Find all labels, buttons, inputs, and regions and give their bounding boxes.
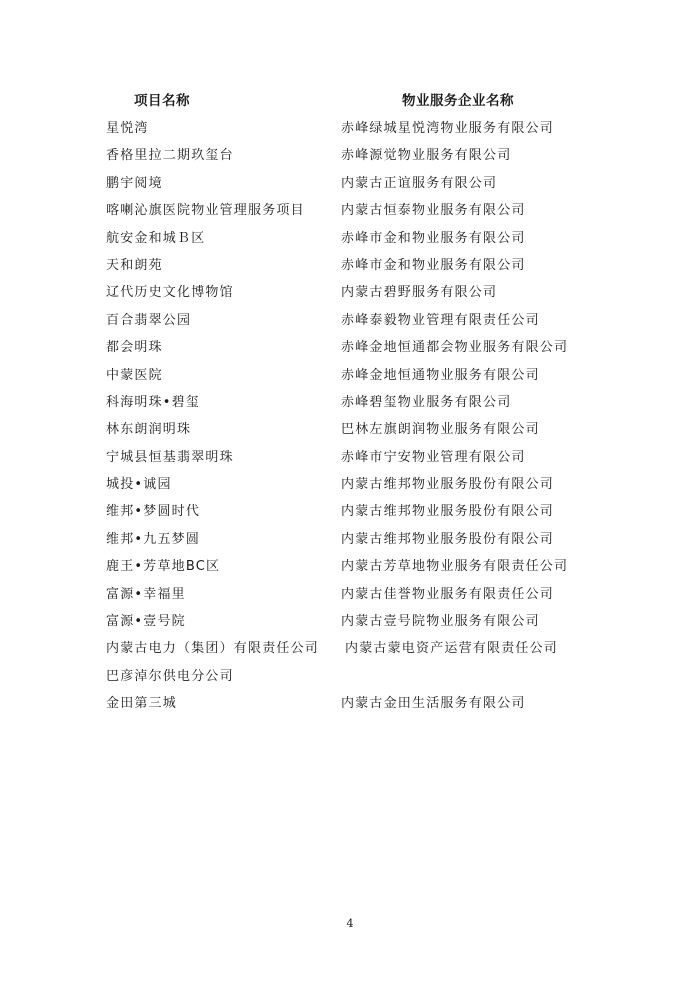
- project-cell: 内蒙古电力（集团）有限责任公司: [106, 641, 320, 657]
- table-row: [0, 254, 700, 281]
- company-cell: 赤峰金地恒通都会物业服务有限公司: [341, 340, 569, 356]
- table-row: [0, 391, 700, 418]
- company-cell: 内蒙古蒙电资产运营有限责任公司: [345, 641, 559, 657]
- project-cell: 科海明珠•碧玺: [106, 394, 201, 410]
- project-cell: 百合翡翠公园: [106, 312, 192, 328]
- project-cell: 鹏宇阅境: [106, 175, 163, 191]
- company-cell: 内蒙古正谊服务有限公司: [341, 175, 498, 191]
- table-row: [0, 500, 700, 527]
- header-project-name: 项目名称: [134, 93, 190, 109]
- table-row: [0, 473, 700, 500]
- project-cell: 维邦•九五梦圆: [106, 531, 201, 547]
- table-row: [0, 309, 700, 336]
- project-cell: 香格里拉二期玖玺台: [106, 148, 234, 164]
- project-cell: 都会明珠: [106, 340, 163, 356]
- project-cell: 星悦湾: [106, 121, 149, 136]
- project-cell: 巴彦淖尔供电分公司: [106, 668, 234, 684]
- company-cell: 内蒙古维邦物业服务股份有限公司: [341, 504, 555, 520]
- header-company-name: 物业服务企业名称: [402, 93, 514, 109]
- table-row: [0, 199, 700, 226]
- table-row: [0, 336, 700, 363]
- table-row: [0, 665, 700, 692]
- project-cell: 喀喇沁旗医院物业管理服务项目: [106, 203, 305, 219]
- table-row: [0, 364, 700, 391]
- company-cell: 赤峰绿城星悦湾物业服务有限公司: [341, 121, 555, 136]
- table-row: [0, 583, 700, 610]
- table-row: [0, 637, 700, 664]
- company-cell: 内蒙古芳草地物业服务有限责任公司: [341, 559, 569, 575]
- company-cell: 巴林左旗朗润物业服务有限公司: [341, 422, 540, 438]
- company-cell: 赤峰市金和物业服务有限公司: [341, 230, 526, 246]
- project-cell: 富源•壹号院: [106, 614, 186, 630]
- table-row: [0, 144, 700, 171]
- project-cell: 维邦•梦圆时代: [106, 504, 201, 520]
- company-cell: 赤峰泰毅物业管理有限责任公司: [341, 312, 540, 328]
- project-cell: 富源•幸福里: [106, 586, 186, 602]
- company-cell: 内蒙古碧野服务有限公司: [341, 285, 498, 301]
- company-cell: 内蒙古壹号院物业服务有限公司: [341, 614, 540, 630]
- table-row: [0, 528, 700, 555]
- table-row: [0, 172, 700, 199]
- table-row: [0, 692, 700, 719]
- project-cell: 金田第三城: [106, 696, 178, 712]
- table-body: [0, 117, 700, 720]
- project-cell: 天和朗苑: [106, 257, 163, 273]
- table-row: [0, 281, 700, 308]
- company-cell: 赤峰碧玺物业服务有限公司: [341, 394, 512, 410]
- page-number: 4: [346, 917, 354, 930]
- project-cell: 中蒙医院: [106, 367, 163, 383]
- project-cell: 城投•诚园: [106, 477, 172, 493]
- project-cell: 辽代历史文化博物馆: [106, 285, 234, 301]
- project-cell: 航安金和城Ｂ区: [106, 230, 206, 246]
- table-row: [0, 610, 700, 637]
- company-cell: 内蒙古恒泰物业服务有限公司: [341, 203, 526, 219]
- table-row: [0, 117, 700, 144]
- company-cell: 赤峰金地恒通物业服务有限公司: [341, 367, 540, 383]
- table-row: [0, 418, 700, 445]
- table-row: [0, 446, 700, 473]
- company-cell: 赤峰市金和物业服务有限公司: [341, 257, 526, 273]
- company-cell: 内蒙古佳誉物业服务有限责任公司: [341, 586, 555, 602]
- table-row: [0, 227, 700, 254]
- table-header: [0, 89, 700, 109]
- company-cell: 内蒙古金田生活服务有限公司: [341, 696, 526, 712]
- company-cell: 赤峰源觉物业服务有限公司: [341, 148, 512, 164]
- project-cell: 林东朗润明珠: [106, 422, 192, 438]
- company-cell: 赤峰市宁安物业管理有限公司: [341, 449, 526, 465]
- company-cell: 内蒙古维邦物业服务股份有限公司: [341, 477, 555, 493]
- table-row: [0, 555, 700, 582]
- project-cell: 宁城县恒基翡翠明珠: [106, 449, 234, 465]
- company-cell: 内蒙古维邦物业服务股份有限公司: [341, 531, 555, 547]
- project-cell: 鹿王•芳草地BC区: [106, 559, 221, 575]
